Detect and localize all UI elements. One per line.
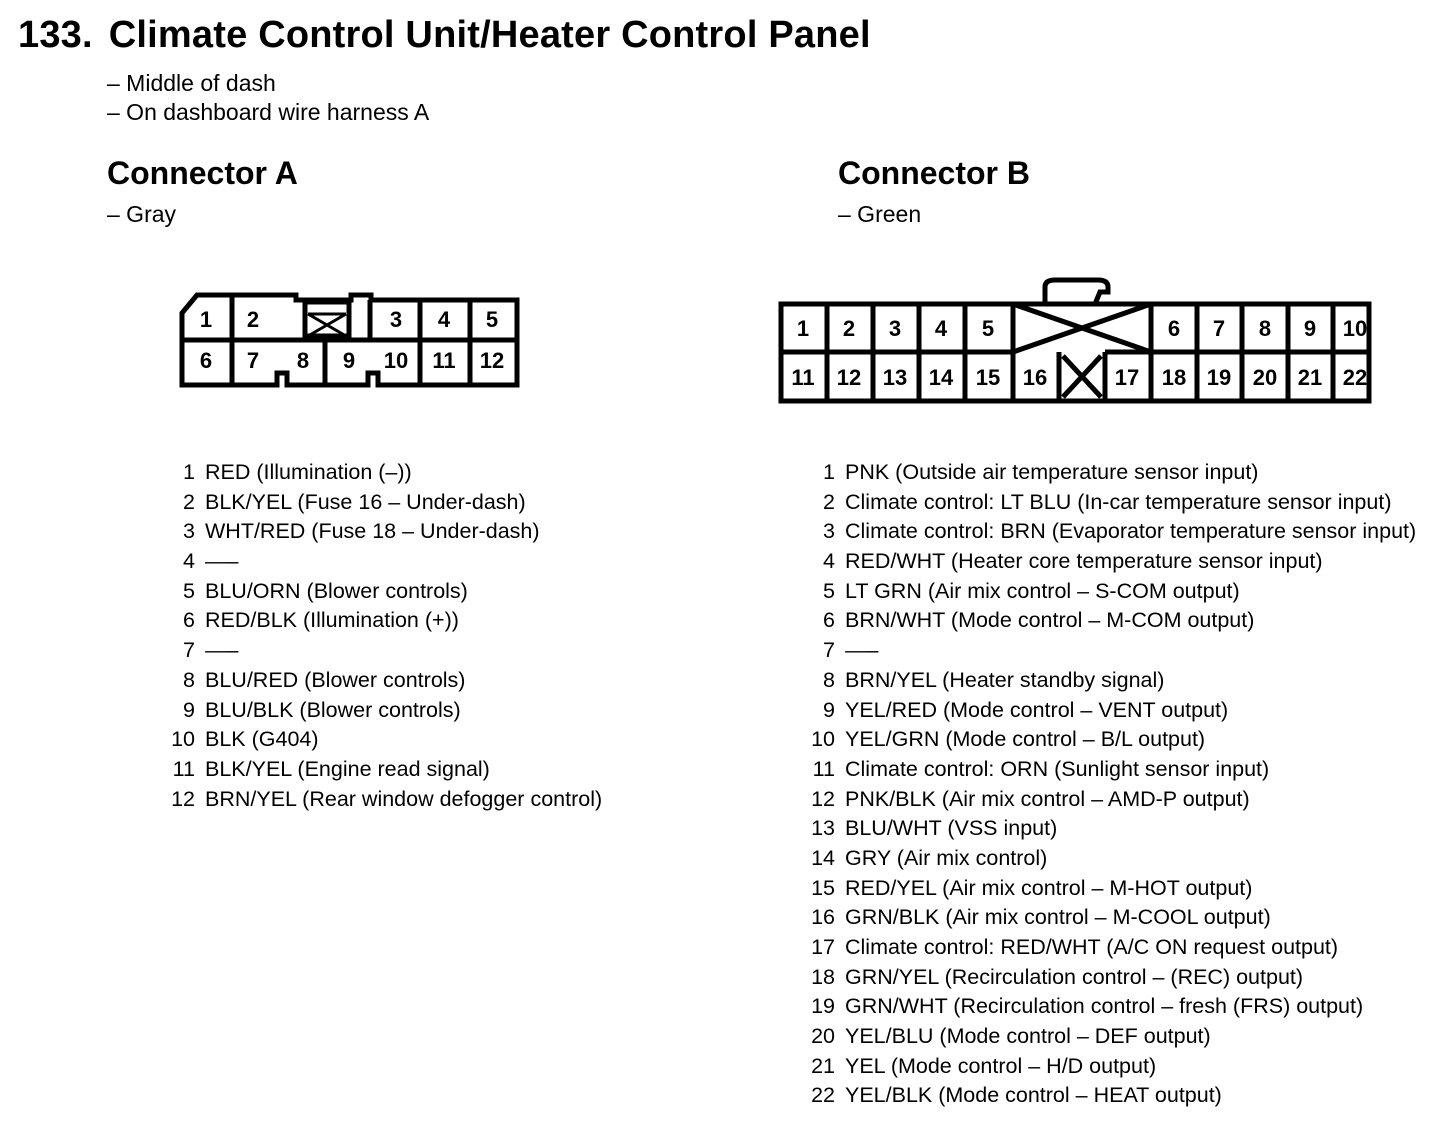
list-item xyxy=(168,517,602,547)
pin-number: 17 xyxy=(811,935,835,959)
cavity-b-12: 12 xyxy=(836,365,862,390)
list-item xyxy=(168,636,602,666)
connector-b-title: Connector B xyxy=(838,155,1030,191)
list-item xyxy=(808,814,1416,844)
cavity-b-17: 17 xyxy=(1114,365,1140,390)
pin-description: RED/YEL (Air mix control – M-HOT output) xyxy=(845,875,1253,900)
list-item xyxy=(808,696,1416,726)
pin-number: 22 xyxy=(811,1083,835,1108)
cavity-b-5: 5 xyxy=(981,316,995,341)
list-item xyxy=(808,874,1416,904)
pin-description: WHT/RED (Fuse 18 – Under-dash) xyxy=(205,519,540,544)
cavity-b-6: 6 xyxy=(1167,316,1181,341)
pin-description: BLK/YEL (Fuse 16 – Under-dash) xyxy=(205,489,526,514)
cavity-a-4: 4 xyxy=(437,307,451,332)
pin-description: BLU/WHT (VSS input) xyxy=(845,816,1058,841)
cavity-b-7: 7 xyxy=(1212,316,1226,341)
cavity-b-18: 18 xyxy=(1161,365,1187,390)
pin-number: 1 xyxy=(183,460,195,484)
cavity-b-4: 4 xyxy=(934,316,948,341)
pin-number: 14 xyxy=(811,845,835,870)
cavity-a-3: 3 xyxy=(389,307,403,332)
cavity-a-11: 11 xyxy=(432,348,456,373)
pin-number: 15 xyxy=(811,875,835,900)
pin-description: PNK/BLK (Air mix control – AMD-P output) xyxy=(845,786,1250,811)
cavity-a-7: 7 xyxy=(246,348,260,373)
connector-b-color: – Green xyxy=(838,201,922,227)
list-item xyxy=(808,488,1416,518)
cavity-a-10: 10 xyxy=(383,348,409,373)
pin-description: GRN/YEL (Recirculation control – (REC) output) xyxy=(845,964,1304,989)
pin-description: BRN/WHT (Mode control – M-COM output) xyxy=(845,608,1255,633)
pin-number: 3 xyxy=(823,519,835,544)
pin-number: 11 xyxy=(812,756,835,781)
pin-number: 9 xyxy=(823,697,835,722)
cavity-b-2: 2 xyxy=(842,316,856,341)
list-item xyxy=(168,458,602,488)
pin-number: 18 xyxy=(811,964,835,989)
connector-b-pin-list xyxy=(808,458,1416,1111)
pin-description: YEL/RED (Mode control – VENT output) xyxy=(845,697,1229,722)
pin-number: 6 xyxy=(183,608,195,633)
pin-number: 21 xyxy=(811,1053,835,1078)
list-item xyxy=(808,577,1416,607)
pin-number: 6 xyxy=(823,608,835,633)
cavity-a-9: 9 xyxy=(342,348,356,373)
cavity-a-12: 12 xyxy=(479,348,505,373)
pin-description: —– xyxy=(205,549,239,574)
list-item xyxy=(168,577,602,607)
connector-a-title: Connector A xyxy=(107,155,298,191)
cavity-b-10: 10 xyxy=(1342,316,1368,341)
cavity-b-15: 15 xyxy=(975,365,1001,390)
list-item xyxy=(808,636,1416,666)
pin-description: —– xyxy=(205,638,239,663)
list-item xyxy=(808,666,1416,696)
pin-description: BLK/YEL (Engine read signal) xyxy=(205,756,490,781)
pin-number: 5 xyxy=(183,578,195,603)
pin-description: BLU/BLK (Blower controls) xyxy=(205,697,461,722)
harness-note: – On dashboard wire harness A xyxy=(107,99,430,125)
pin-number: 4 xyxy=(823,549,835,574)
pin-number: 13 xyxy=(811,816,835,841)
pin-description: YEL/BLK (Mode control – HEAT output) xyxy=(845,1083,1222,1108)
cavity-a-1: 1 xyxy=(199,307,213,332)
pin-description: BLU/RED (Blower controls) xyxy=(205,667,466,692)
pin-description: RED/BLK (Illumination (+)) xyxy=(205,608,459,633)
list-item xyxy=(808,458,1416,488)
cavity-b-11: 11 xyxy=(791,365,815,390)
list-item xyxy=(168,547,602,577)
pin-number: 1 xyxy=(823,460,835,484)
list-item xyxy=(168,785,602,815)
pin-description: BLU/ORN (Blower controls) xyxy=(205,578,468,603)
list-item xyxy=(808,725,1416,755)
pin-number: 12 xyxy=(811,786,835,811)
pin-description: BRN/YEL (Heater standby signal) xyxy=(845,667,1165,692)
pin-number: 5 xyxy=(823,578,835,603)
pin-number: 3 xyxy=(183,519,195,544)
pin-description: —– xyxy=(845,638,879,663)
list-item xyxy=(808,1081,1416,1111)
connector-a-diagram xyxy=(175,290,525,390)
pin-description: GRN/WHT (Recirculation control – fresh (FRS) output) xyxy=(845,994,1364,1019)
pin-description: GRN/BLK (Air mix control – M-COOL output) xyxy=(845,905,1271,930)
cavity-a-8: 8 xyxy=(296,348,310,373)
list-item xyxy=(168,696,602,726)
list-item xyxy=(168,725,602,755)
title-number: 133. xyxy=(18,14,93,56)
pin-description: BLK (G404) xyxy=(205,727,319,752)
pin-description: RED (Illumination (–)) xyxy=(205,460,412,484)
location-note: – Middle of dash xyxy=(107,70,276,96)
pin-number: 2 xyxy=(823,489,835,514)
cavity-b-8: 8 xyxy=(1258,316,1272,341)
list-item xyxy=(808,1022,1416,1052)
list-item xyxy=(168,666,602,696)
list-item xyxy=(808,963,1416,993)
pin-number: 7 xyxy=(183,638,195,663)
pin-description: GRY (Air mix control) xyxy=(845,845,1048,870)
list-item xyxy=(808,785,1416,815)
list-item xyxy=(808,606,1416,636)
connector-b-diagram xyxy=(775,272,1375,407)
connector-a-color: – Gray xyxy=(107,201,177,227)
pin-description: YEL/GRN (Mode control – B/L output) xyxy=(845,727,1206,752)
list-item xyxy=(808,992,1416,1022)
pin-description: LT GRN (Air mix control – S-COM output) xyxy=(845,578,1240,603)
cavity-b-3: 3 xyxy=(888,316,902,341)
pin-description: Climate control: RED/WHT (A/C ON request output) xyxy=(845,935,1339,959)
cavity-a-2: 2 xyxy=(246,307,260,332)
pin-number: 2 xyxy=(183,489,195,514)
list-item xyxy=(168,755,602,785)
pin-number: 11 xyxy=(172,756,195,781)
title-text: Climate Control Unit/Heater Control Panel xyxy=(108,14,871,56)
list-item xyxy=(808,844,1416,874)
connector-a-pin-list xyxy=(168,458,602,814)
pin-description: PNK (Outside air temperature sensor input) xyxy=(845,460,1259,484)
cavity-b-19: 19 xyxy=(1206,365,1232,390)
cavity-b-20: 20 xyxy=(1252,365,1278,390)
pin-description: Climate control: BRN (Evaporator temperature sensor input) xyxy=(845,519,1417,544)
pin-description: Climate control: LT BLU (In-car temperature sensor input) xyxy=(845,489,1392,514)
pin-description: YEL (Mode control – H/D output) xyxy=(845,1053,1157,1078)
list-item xyxy=(168,606,602,636)
cavity-b-13: 13 xyxy=(882,365,908,390)
pin-number: 16 xyxy=(811,905,835,930)
list-item xyxy=(808,755,1416,785)
pin-number: 4 xyxy=(183,549,195,574)
pin-description: Climate control: ORN (Sunlight sensor input) xyxy=(845,756,1270,781)
pin-number: 8 xyxy=(823,667,835,692)
cavity-a-5: 5 xyxy=(485,307,499,332)
list-item xyxy=(168,488,602,518)
list-item xyxy=(808,547,1416,577)
pin-number: 20 xyxy=(811,1024,835,1049)
page-title xyxy=(18,14,871,57)
cavity-b-14: 14 xyxy=(928,365,954,390)
pin-description: YEL/BLU (Mode control – DEF output) xyxy=(845,1024,1211,1049)
pin-number: 7 xyxy=(823,638,835,663)
pin-number: 8 xyxy=(183,667,195,692)
pin-number: 9 xyxy=(183,697,195,722)
list-item xyxy=(808,903,1416,933)
cavity-a-6: 6 xyxy=(199,348,213,373)
list-item xyxy=(808,517,1416,547)
list-item xyxy=(808,1052,1416,1082)
pin-description: RED/WHT (Heater core temperature sensor input) xyxy=(845,549,1323,574)
cavity-b-1: 1 xyxy=(796,316,810,341)
pin-number: 19 xyxy=(811,994,835,1019)
pin-number: 10 xyxy=(171,727,195,752)
cavity-b-22: 22 xyxy=(1342,365,1368,390)
cavity-b-16: 16 xyxy=(1022,365,1048,390)
cavity-b-9: 9 xyxy=(1303,316,1317,341)
cavity-b-21: 21 xyxy=(1297,365,1323,390)
pin-number: 12 xyxy=(171,786,195,811)
list-item xyxy=(808,933,1416,963)
pin-description: BRN/YEL (Rear window defogger control) xyxy=(205,786,603,811)
pin-number: 10 xyxy=(811,727,835,752)
